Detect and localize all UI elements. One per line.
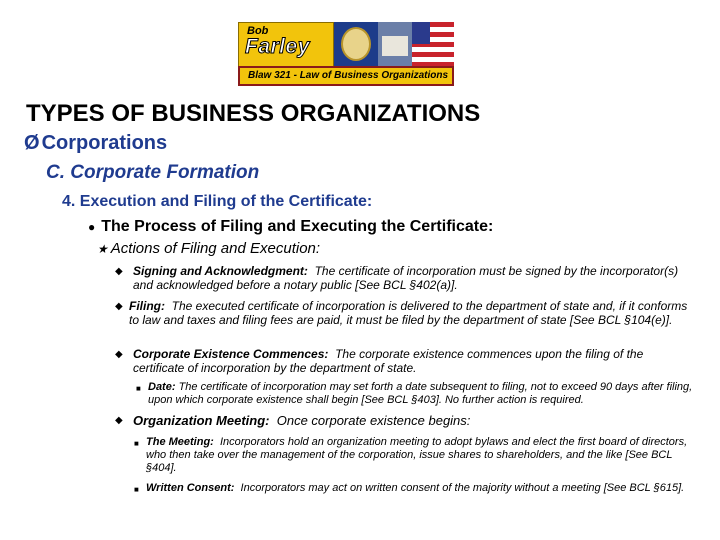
subsection-heading: C. Corporate Formation [46, 162, 260, 183]
sub-list-item-label: Date: [148, 381, 176, 393]
banner-last-name: Farley [245, 35, 310, 58]
course-banner [238, 22, 454, 86]
circle-bullet-icon: ● [88, 220, 96, 234]
topic-heading: 4. Execution and Filing of the Certificate: [62, 193, 373, 210]
subtopic-heading [88, 218, 493, 236]
diamond-bullet-icon: ◆ [115, 415, 123, 426]
list-item [133, 348, 688, 375]
section-heading-text: Corporations [41, 132, 168, 154]
capitol-building-image [378, 22, 412, 66]
list-item-label: Corporate Existence Commences: [133, 347, 329, 361]
diamond-bullet-icon: ◆ [115, 266, 123, 277]
sub-list-item [148, 381, 696, 407]
diamond-bullet-icon: ◆ [115, 349, 123, 360]
list-item-text: The executed certificate of incorporation is delivered to the department of state and, if it conforms to law and taxes and filing fees are paid, it must be filed by the department of state [See BCL §104(e)]. [129, 299, 688, 327]
list-item [129, 300, 689, 327]
sub-list-item-text: Incorporators may act on written consent of the majority without a meeting [See BCL §615]. [240, 482, 685, 494]
list-item-text: The certificate of incorporation must be signed by the incorporator(s) and acknowledged before a notary public [See BCL §402(a)]. [133, 264, 679, 292]
actions-heading [97, 240, 320, 257]
sub-list-item [146, 436, 698, 475]
sub-list-item-label: Written Consent: [146, 482, 235, 494]
list-item-text: Once corporate existence begins: [276, 413, 471, 428]
state-seal-image [334, 22, 378, 66]
section-heading [24, 132, 167, 155]
diamond-bullet-icon: ◆ [115, 301, 123, 312]
sub-list-item-label: The Meeting: [146, 436, 214, 448]
subtopic-heading-text: The Process of Filing and Executing the Certificate: [101, 218, 494, 235]
square-bullet-icon: ■ [134, 485, 139, 494]
sub-list-item [146, 482, 698, 495]
banner-course-bar [238, 66, 454, 86]
star-bullet-icon: ★ [97, 242, 108, 256]
list-item-label: Signing and Acknowledgment: [133, 264, 308, 278]
arrow-bullet-icon: Ø [24, 132, 40, 154]
list-item-text: The corporate existence commences upon the filing of the certificate of incorporation by the department of state. [133, 347, 644, 375]
list-item-label: Filing: [129, 299, 165, 313]
sub-list-item-text: Incorporators hold an organization meeting to adopt bylaws and elect the first board of directors, who then take over the management of the corporation, issue shares to shareholders, and the like [See BCL §404]. [146, 436, 688, 474]
actions-heading-text: Actions of Filing and Execution: [110, 240, 321, 257]
banner-course-title: Blaw 321 - Law of Business Organizations [248, 70, 449, 81]
slide-title: TYPES OF BUSINESS ORGANIZATIONS [26, 100, 481, 127]
list-item [133, 265, 683, 292]
list-item-label: Organization Meeting: [133, 413, 270, 428]
sub-list-item-text: The certificate of incorporation may set forth a date subsequent to filing, not to exceed 90 days after filing, upon which corporate existence shall begin [See BCL §403]. No further action is required. [148, 381, 693, 406]
list-item [133, 414, 683, 428]
square-bullet-icon: ■ [136, 384, 141, 393]
square-bullet-icon: ■ [134, 439, 139, 448]
banner-first-name: Bob [247, 25, 269, 37]
